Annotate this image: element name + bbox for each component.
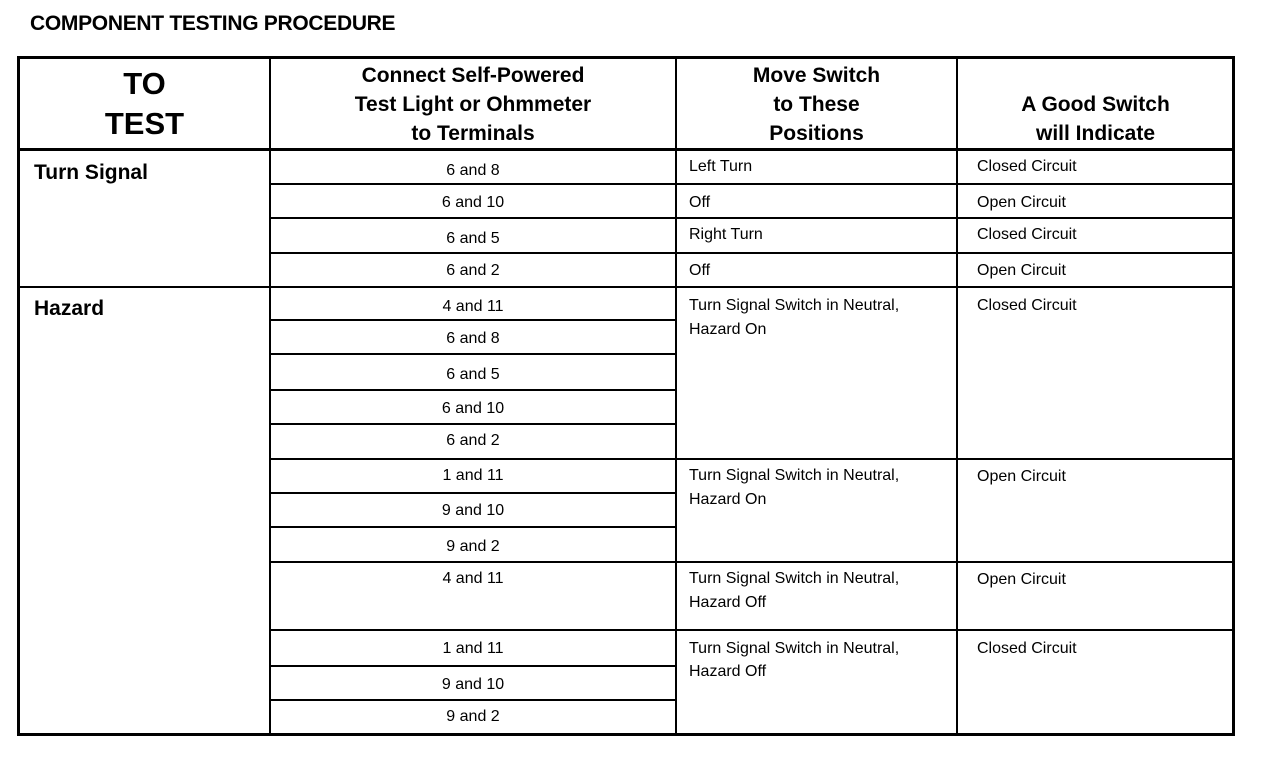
indicate-cell: Open Circuit xyxy=(977,468,1066,485)
indicate-cell: Closed Circuit xyxy=(977,640,1077,657)
indicate-cell: Open Circuit xyxy=(977,194,1066,211)
terminals-cell: 6 and 5 xyxy=(446,366,500,383)
terminals-cell: 6 and 8 xyxy=(446,330,500,347)
row-divider xyxy=(271,319,675,321)
header-indicate-line: will Indicate xyxy=(1035,122,1156,145)
header-terminals-line: Connect Self-Powered xyxy=(361,64,585,87)
indicate-cell: Open Circuit xyxy=(977,262,1066,279)
row-divider xyxy=(271,423,675,425)
section-divider xyxy=(17,286,1235,288)
group-divider xyxy=(271,458,1233,460)
indicate-cell: Open Circuit xyxy=(977,571,1066,588)
terminals-cell: 4 and 11 xyxy=(442,298,504,315)
header-terminals-line: Test Light or Ohmmeter xyxy=(354,93,592,116)
position-cell: Turn Signal Switch in Neutral, xyxy=(689,570,900,587)
position-cell: Right Turn xyxy=(689,226,763,243)
indicate-cell: Closed Circuit xyxy=(977,297,1077,314)
terminals-cell: 1 and 11 xyxy=(442,640,504,657)
position-cell: Hazard On xyxy=(689,491,767,508)
row-divider xyxy=(271,353,675,355)
column-divider xyxy=(269,58,271,736)
group-divider xyxy=(271,629,1233,631)
group-divider xyxy=(271,561,1233,563)
position-cell: Turn Signal Switch in Neutral, xyxy=(689,467,900,484)
column-divider xyxy=(956,58,958,736)
position-cell: Off xyxy=(689,194,711,211)
header-positions-line: Positions xyxy=(769,122,864,145)
header-indicate-line: A Good Switch xyxy=(1021,93,1170,116)
position-cell: Hazard Off xyxy=(689,594,767,611)
position-cell: Off xyxy=(689,262,711,279)
header-terminals-line: to Terminals xyxy=(411,122,535,145)
terminals-cell: 4 and 11 xyxy=(442,570,504,587)
position-cell: Turn Signal Switch in Neutral, xyxy=(689,297,900,314)
row-divider xyxy=(271,699,675,701)
position-cell: Hazard Off xyxy=(689,663,767,680)
header-to-test-line: TEST xyxy=(104,106,185,141)
terminals-cell: 6 and 8 xyxy=(446,162,500,179)
section-hazard: Hazard xyxy=(34,297,105,320)
header-positions xyxy=(677,61,956,148)
indicate-cell: Closed Circuit xyxy=(977,226,1077,243)
terminals-cell: 9 and 10 xyxy=(441,502,505,519)
row-divider xyxy=(271,217,1233,219)
terminals-cell: 9 and 10 xyxy=(441,676,505,693)
terminals-cell: 6 and 10 xyxy=(441,400,505,417)
position-cell: Left Turn xyxy=(689,158,753,175)
header-positions-line: Move Switch xyxy=(752,64,881,87)
terminals-cell: 6 and 10 xyxy=(441,194,505,211)
column-divider xyxy=(675,58,677,736)
header-indicate xyxy=(958,90,1233,148)
indicate-cell: Closed Circuit xyxy=(977,158,1077,175)
terminals-cell: 1 and 11 xyxy=(442,467,504,484)
terminals-cell: 9 and 2 xyxy=(446,708,500,725)
row-divider xyxy=(271,492,675,494)
terminals-cell: 6 and 2 xyxy=(446,432,500,449)
header-terminals xyxy=(271,61,675,148)
header-to-test xyxy=(20,64,269,144)
header-divider xyxy=(17,148,1235,151)
row-divider xyxy=(271,526,675,528)
section-turn-signal: Turn Signal xyxy=(34,161,148,184)
row-divider xyxy=(271,389,675,391)
page-title: COMPONENT TESTING PROCEDURE xyxy=(30,12,396,35)
row-divider xyxy=(271,252,1233,254)
header-to-test-line: TO xyxy=(123,66,166,101)
position-cell: Turn Signal Switch in Neutral, xyxy=(689,640,900,657)
terminals-cell: 6 and 2 xyxy=(446,262,500,279)
terminals-cell: 9 and 2 xyxy=(446,538,500,555)
row-divider xyxy=(271,665,675,667)
row-divider xyxy=(271,183,1233,185)
position-cell: Hazard On xyxy=(689,321,767,338)
terminals-cell: 6 and 5 xyxy=(446,230,500,247)
header-positions-line: to These xyxy=(773,93,860,116)
